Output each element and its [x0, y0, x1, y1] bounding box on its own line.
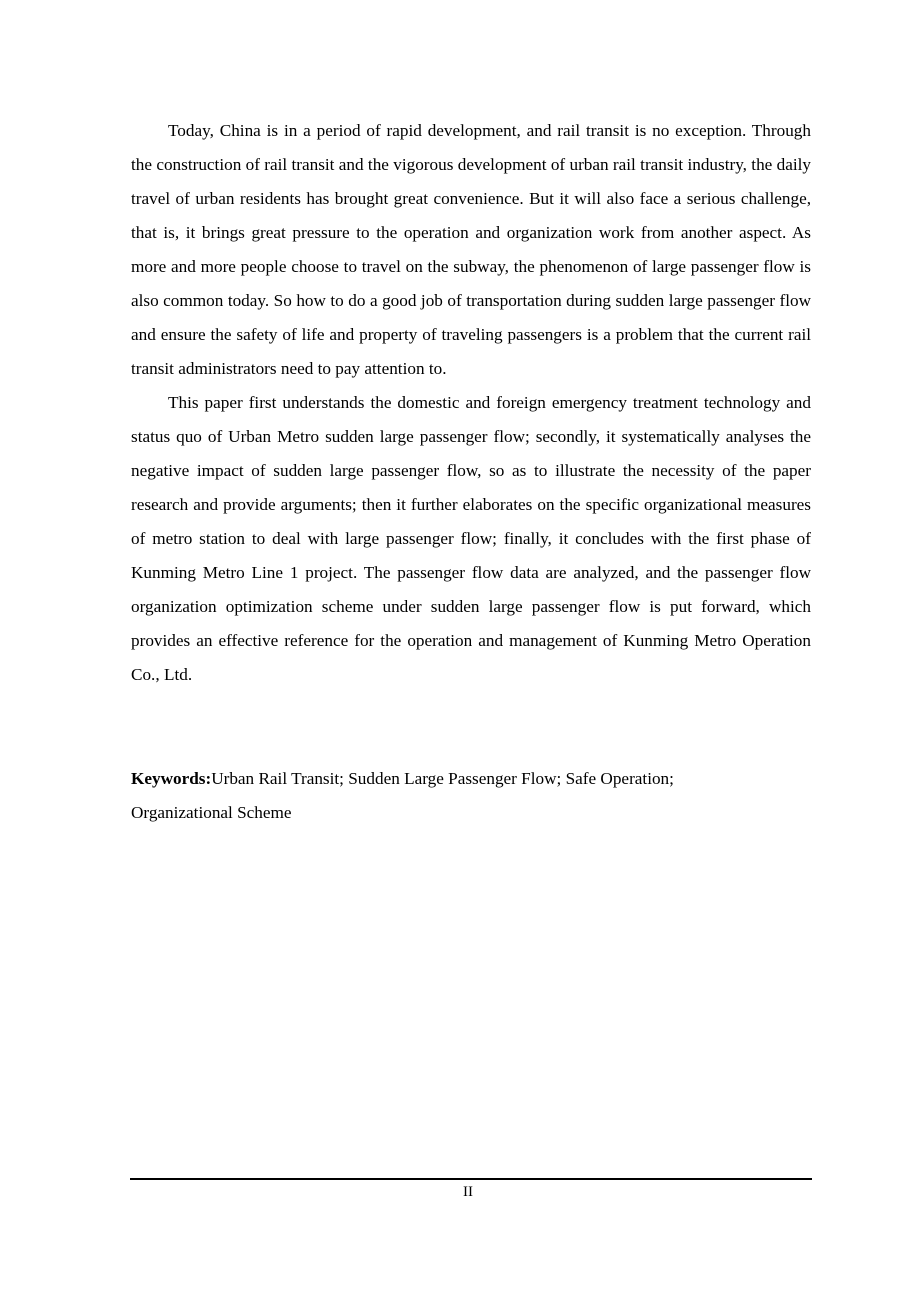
- keywords-text-line-2: Organizational Scheme: [131, 803, 292, 822]
- abstract-body: [131, 114, 811, 692]
- footer-rule: [130, 1178, 812, 1180]
- abstract-paragraph-1: Today, China is in a period of rapid development, and rail transit is no exception. Through the construction of rail transit and the vigorous development of urban rail transit industry, the daily travel of urban residents has brought great convenience. But it will also face a serious challenge, that is, it brings great pressure to the operation and organization work from another aspect. As more and more people choose to travel on the subway, the phenomenon of large passenger flow is also common today. So how to do a good job of transportation during sudden large passenger flow and ensure the safety of life and property of traveling passengers is a problem that the current rail transit administrators need to pay attention to.: [131, 121, 811, 378]
- keywords-label: Keywords:: [131, 769, 212, 788]
- keywords-block: [131, 762, 811, 830]
- keywords-text: Urban Rail Transit; Sudden Large Passenger Flow; Safe Operation;: [211, 769, 674, 788]
- abstract-paragraph-2: This paper first understands the domestic and foreign emergency treatment technology and status quo of Urban Metro sudden large passenger flow; secondly, it systematically analyses the negative impact of sudden large passenger flow, so as to illustrate the necessity of the paper research and provide arguments; then it further elaborates on the specific organizational measures of metro station to deal with large passenger flow; finally, it concludes with the first phase of Kunming Metro Line 1 project. The passenger flow data are analyzed, and the passenger flow organization optimization scheme under sudden large passenger flow is put forward, which provides an effective reference for the operation and management of Kunming Metro Operation Co., Ltd.: [131, 393, 811, 684]
- page-number: II: [463, 1184, 473, 1200]
